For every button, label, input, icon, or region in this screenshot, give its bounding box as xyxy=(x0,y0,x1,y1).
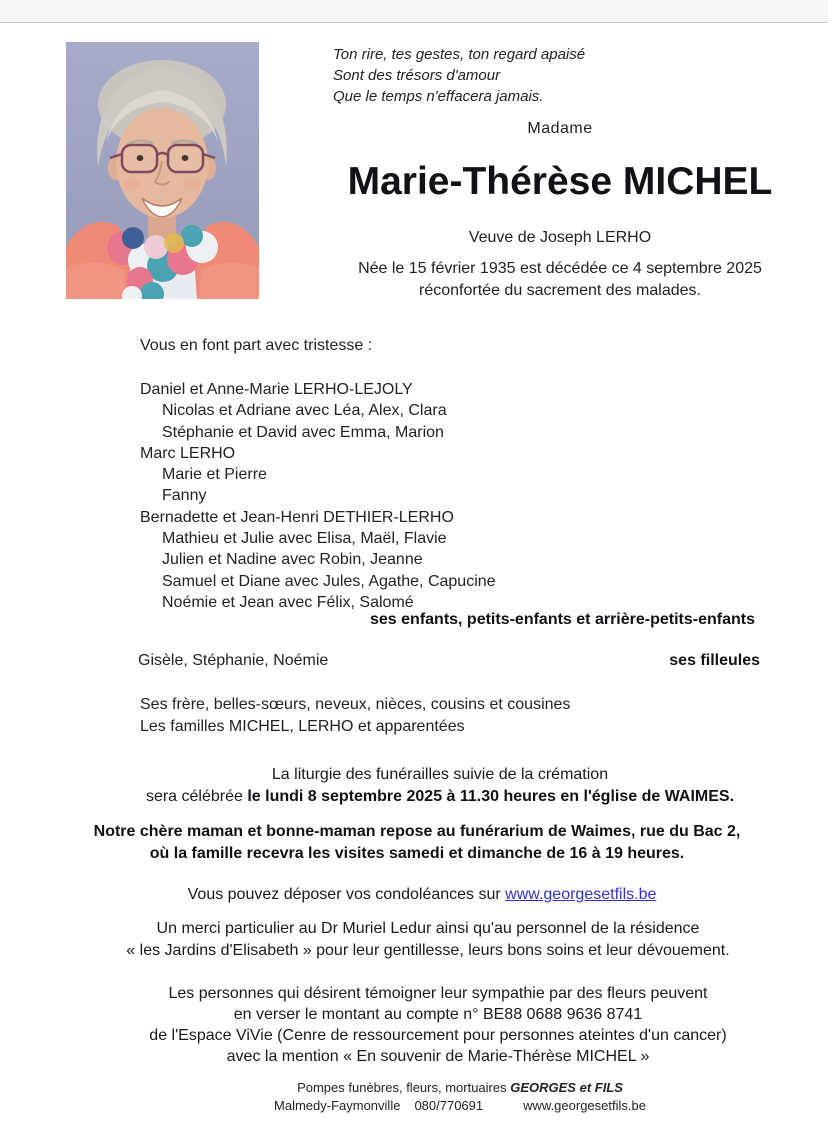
flowers-block xyxy=(0,983,828,1067)
honorific: Madame xyxy=(527,120,593,137)
family-list xyxy=(140,379,496,613)
visitation-line: où la famille recevra les visites samedi et dimanche de 16 à 19 heures. xyxy=(149,845,685,862)
thanks-block xyxy=(0,918,828,962)
relatives-block xyxy=(140,694,570,737)
family-member: Daniel et Anne-Marie LERHO-LEJOLY xyxy=(140,381,413,398)
godchildren-label: ses filleules xyxy=(669,652,760,669)
footer-city: Malmedy-Faymonville xyxy=(274,1098,401,1113)
condolences-text: Vous pouvez déposer vos condoléances sur xyxy=(187,886,506,903)
condolences-link[interactable]: www.georgesetfils.be xyxy=(505,886,657,903)
visitation-block xyxy=(0,821,828,865)
ceremony-line: La liturgie des funérailles suivie de la crémation xyxy=(271,766,609,783)
family-member: Julien et Nadine avec Robin, Jeanne xyxy=(162,551,423,569)
funeral-home-brand: GEORGES et FILS xyxy=(510,1080,623,1095)
ceremony-regular: sera célébrée xyxy=(145,788,248,805)
portrait-illustration xyxy=(66,42,259,299)
godchildren-names: Gisèle, Stéphanie, Noémie xyxy=(138,652,329,669)
family-member: Nicolas et Adriane avec Léa, Alex, Clara xyxy=(162,402,447,420)
flowers-line: avec la mention « En souvenir de Marie-Thérèse MICHEL » xyxy=(226,1048,650,1065)
ceremony-date-bold: le lundi 8 septembre 2025 à 11.30 heures en l'église de WAIMES. xyxy=(247,788,735,805)
flowers-line: en verser le montant au compte n° BE88 0688 9636 8741 xyxy=(233,1006,643,1023)
footer-services-text: Pompes funèbres, fleurs, mortuaires xyxy=(297,1080,511,1095)
family-member: Samuel et Diane avec Jules, Agathe, Capucine xyxy=(162,572,496,590)
dates-line: Née le 15 février 1935 est décédée ce 4 septembre 2025 xyxy=(358,260,762,277)
family-member: Bernadette et Jean-Henri DETHIER-LERHO xyxy=(140,508,454,526)
godchildren-row xyxy=(138,652,760,670)
footer-line xyxy=(92,1097,828,1115)
flowers-line: de l'Espace ViVie (Cenre de ressourcement pour personnes ateintes d'un cancer) xyxy=(149,1027,727,1044)
dates-line: réconfortée du sacrement des malades. xyxy=(419,282,701,299)
deceased-name: Marie-Thérèse MICHEL xyxy=(347,160,773,203)
funeral-home-footer xyxy=(0,1079,828,1115)
family-member: Stéphanie et David avec Emma, Marion xyxy=(162,423,444,441)
footer-website: www.georgesetfils.be xyxy=(523,1098,646,1113)
condolences-line xyxy=(0,886,828,904)
quote-line: Sont des trésors d'amour xyxy=(333,67,501,84)
relatives-line: Les familles MICHEL, LERHO et apparentées xyxy=(140,717,465,735)
thanks-line: « les Jardins d'Elisabeth » pour leur gentillesse, leurs bons soins et leur dévouement. xyxy=(126,942,730,959)
family-member: Marc LERHO xyxy=(140,444,236,462)
quote-line: Ton rire, tes gestes, ton regard apaisé xyxy=(333,46,586,63)
children-label: ses enfants, petits-enfants et arrière-petits-enfants xyxy=(370,611,755,628)
memorial-quote xyxy=(333,44,733,107)
family-member: Fanny xyxy=(162,487,207,505)
announcement-intro: Vous en font part avec tristesse : xyxy=(140,337,373,354)
footer-phone: 080/770691 xyxy=(414,1098,484,1113)
ceremony-block xyxy=(0,764,828,808)
ceremony-line xyxy=(52,786,828,808)
family-member: Marie et Pierre xyxy=(162,466,267,484)
top-divider xyxy=(0,0,828,23)
family-member: Noémie et Jean avec Félix, Salomé xyxy=(162,593,414,611)
quote-line: Que le temps n'effacera jamais. xyxy=(333,88,544,105)
birth-death-dates xyxy=(300,258,820,302)
footer-line xyxy=(92,1079,828,1097)
portrait-photo xyxy=(66,42,259,299)
thanks-line: Un merci particulier au Dr Muriel Ledur ainsi qu'au personnel de la résidence xyxy=(156,920,700,937)
family-member: Mathieu et Julie avec Elisa, Maël, Flavie xyxy=(162,530,447,548)
visitation-line: Notre chère maman et bonne-maman repose au funérarium de Waimes, rue du Bac 2, xyxy=(93,823,741,840)
flowers-line: Les personnes qui désirent témoigner leur sympathie par des fleurs peuvent xyxy=(168,985,708,1002)
widow-line: Veuve de Joseph LERHO xyxy=(468,229,652,246)
relatives-line: Ses frère, belles-sœurs, neveux, nièces, cousins et cousines xyxy=(140,696,571,713)
